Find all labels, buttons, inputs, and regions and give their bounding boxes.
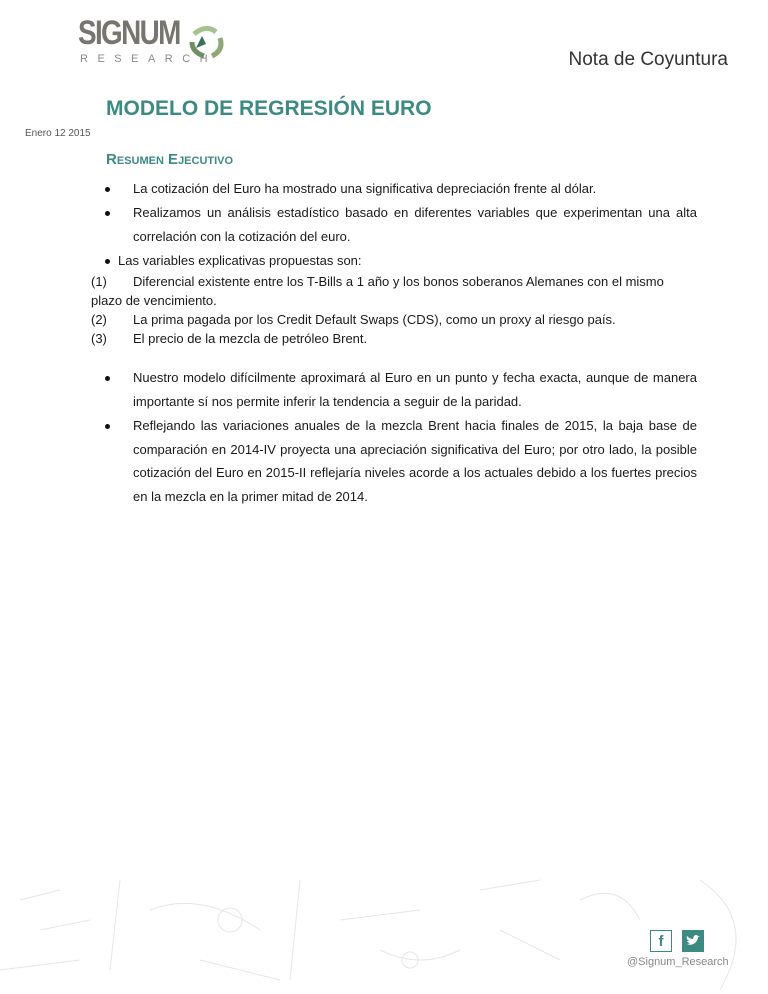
bullet-item: Las variables explicativas propuestas son: [118, 253, 362, 268]
bullet-icon [105, 424, 110, 429]
document-type: Nota de Coyuntura [568, 49, 728, 70]
social-links [650, 930, 704, 952]
item-continuation: de vencimiento. [125, 292, 217, 308]
numbered-item [91, 330, 697, 349]
twitter-icon[interactable] [682, 930, 704, 952]
logo: SIGNUM [78, 14, 180, 52]
item-text: Diferencial existente entre los T-Bills a 1 año y los bonos soberanos Alemanes con el mismo plazo [91, 274, 664, 308]
numbered-item [91, 311, 697, 330]
facebook-icon[interactable]: f [650, 930, 672, 952]
date: Enero 12 2015 [25, 128, 91, 139]
social-handle[interactable]: @Signum_Research [627, 956, 729, 968]
bullet-icon [105, 376, 110, 381]
bullet-icon [105, 187, 110, 192]
sketch-background-decoration [0, 860, 768, 994]
section-heading: Resumen Ejecutivo [106, 151, 234, 168]
bullet-item: Realizamos un análisis estadístico basado en diferentes variables que experimentan una alta correlación con la cotización del euro. [133, 205, 697, 244]
item-number: (3) [91, 331, 107, 346]
numbered-item [91, 273, 697, 310]
bullet-icon [105, 211, 110, 216]
bullet-item: Reflejando las variaciones anuales de la mezcla Brent hacia finales de 2015, la baja base de comparación en 2014-IV proyecta una apreciación significativa del Euro; por otro lado, la posible cotización del Euro en 2015-II reflejaría niveles acorde a los actuales debido a los fuertes precios en la mezcla en la primer mitad de 2014. [133, 418, 697, 504]
logo-subtitle: RESEARCH [80, 53, 218, 65]
logo-recycle-icon [186, 24, 226, 60]
bullet-icon [105, 259, 110, 264]
item-text: El precio de la mezcla de petróleo Brent. [133, 331, 368, 346]
page-title: MODELO DE REGRESIÓN EURO [106, 97, 432, 120]
item-text: La prima pagada por los Credit Default Swaps (CDS), como un proxy al riesgo país. [133, 312, 616, 327]
item-number: (2) [91, 312, 107, 327]
bullet-item: Nuestro modelo difícilmente aproximará al Euro en un punto y fecha exacta, aunque de manera importante sí nos permite inferir la tendencia a seguir de la paridad. [133, 370, 697, 409]
item-number: (1) [91, 274, 107, 289]
bullet-item: La cotización del Euro ha mostrado una significativa depreciación frente al dólar. [133, 181, 597, 196]
